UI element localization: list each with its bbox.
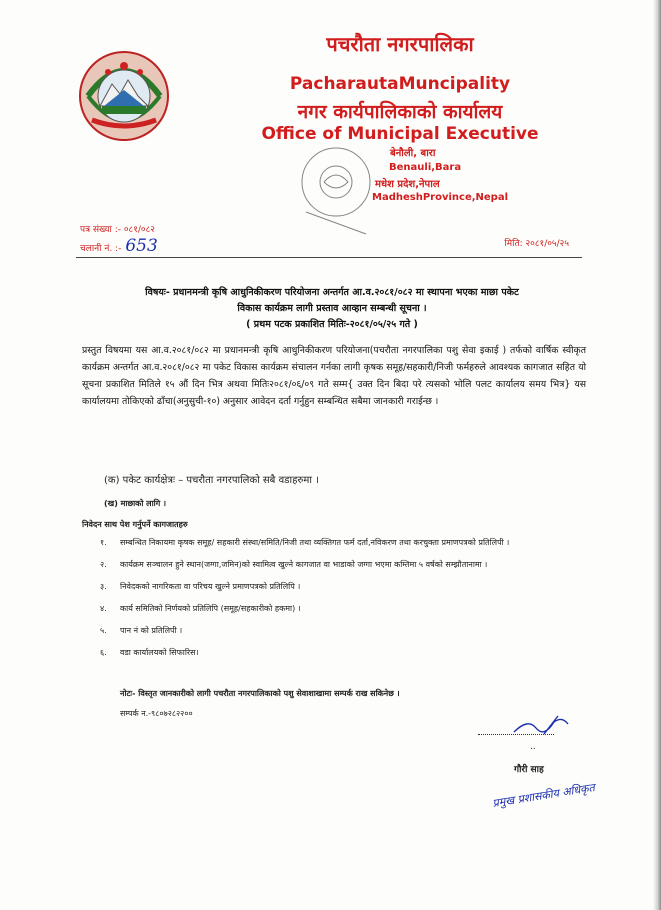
- signature-dots: ..: [530, 742, 536, 752]
- province-nepali: मधेश प्रदेश,नेपाल: [375, 179, 440, 190]
- list-item-number: ५.: [100, 626, 107, 635]
- documents-title: निवेदन साथ पेश गर्नुपर्ने कागजातहरु: [82, 520, 188, 529]
- signature-dotted-line: [478, 734, 554, 735]
- list-item-text: पान नं को प्रतिलिपी ।: [120, 626, 183, 635]
- scan-edge: [653, 0, 661, 910]
- province-english: MadheshProvince,Nepal: [372, 192, 509, 203]
- signatory-name: गौरी साह: [514, 765, 544, 775]
- registration-label: चलानी नं. :-: [80, 244, 122, 254]
- list-item-text: वडा कार्यालयको सिफारिस।: [120, 648, 199, 657]
- list-item-number: ३.: [100, 582, 107, 591]
- pocket-area-line: (क) पकेट कार्यक्षेत्रः – पचरौता नगरपालिको सबै वडाहरुमा ।: [104, 475, 319, 486]
- subject-block: [82, 285, 582, 333]
- contact-line: सम्पर्क न.-९८०७२८२२००: [120, 709, 193, 718]
- registration-value: 653: [125, 236, 158, 256]
- list-item-text: कार्यक्रम सञ्चालन हुने स्थान(जग्गा,जमिन)को स्वामित्व खुल्ने कागजात वा भाडाको जग्गा भएमा कम्तिमा ५ वर्षको सम्झौतानामा ।: [120, 560, 488, 569]
- body-paragraph: प्रस्तुत विषयमा यस आ.व.२०८१/०८२ मा प्रधानमन्त्री कृषि आधुनिकीकरण परियोजना(पचरौता नगरपालिका पशु सेवा इकाई ) तर्फको वार्षिक स्वीकृत कार्यक्रम अन्तर्गत आ.व.२०८१/०८२ मा पकेट विकास कार्यक्रम संचालन गर्नका लागी कृषक समूह/सहकारी/निजी फर्महरुले आवश्यक कागजात सहित यो सूचना प्रकाशित मितिले १५ औं दिन भित्र अथवा मितिः२०८१/०६/०९ गते सम्म{ उक्त दिन बिदा परे त्यसको भोलि पलट कार्यालय समय भित्र} यस कार्यालयमा तोकिएको ढाँचा(अनुसुची-१०) अनुसार आवेदन दर्ता गर्नुहुन सम्बन्धित सबैमा जानकारी गराईन्छ ।: [82, 345, 586, 407]
- office-seal-stamp-icon: [296, 142, 388, 242]
- list-item-text: सम्बन्धित निकायमा कृषक समूह/ सहकारी संस्था/समिति/निजी तथा व्यक्तिगत फर्म दर्ता,नविकरण तथा करचुक्ता प्रमाणपत्रको प्रतिलिपी ।: [120, 538, 510, 547]
- list-item: [100, 536, 595, 550]
- address-english: Benauli,Bara: [389, 162, 462, 173]
- subject-line-2: विकास कार्यक्रम लागी प्रस्ताव आव्हान सम्बन्धी सूचना ।: [237, 303, 427, 314]
- list-item: [100, 624, 595, 638]
- nepal-emblem-icon: [78, 50, 170, 142]
- list-item: [100, 646, 595, 660]
- documents-list: [100, 536, 595, 668]
- subject-line-1: विषयः- प्रधानमन्त्री कृषि आधुनिकीकरण परियोजना अन्तर्गत आ.व.२०८१/०८२ मा स्थापना भएका माछा पकेट: [145, 287, 519, 298]
- header-divider: [76, 257, 582, 258]
- municipality-name-nepali: पचरौता नगरपालिका: [326, 32, 474, 56]
- list-item-text: निवेदकको नागरिकता वा परिचय खुल्ने प्रमाणपत्रको प्रतिलिपि ।: [120, 582, 301, 591]
- fish-line: (ख) माछाको लागि ।: [104, 499, 167, 508]
- list-item: [100, 602, 595, 616]
- letter-date: मिति: २०८१/०५/२५: [504, 239, 569, 249]
- list-item: [100, 558, 595, 572]
- list-item-number: ६.: [100, 648, 107, 657]
- list-item-number: १.: [100, 538, 107, 547]
- office-name-english: Office of Municipal Executive: [261, 124, 539, 144]
- list-item-text: कार्य समितिको निर्णयको प्रतिलिपि (समूह/सहकारीको हकमा) ।: [120, 604, 301, 613]
- note-line: नोटः- विस्तृत जानकारीको लागी पचरौता नगरपालिकाको पशु सेवाशाखामा सम्पर्क राख सकिनेछ ।: [120, 689, 400, 698]
- list-item-number: ४.: [100, 604, 107, 613]
- office-name-nepali: नगर कार्यपालिकाको कार्यालय: [297, 101, 503, 123]
- list-item: [100, 580, 595, 594]
- signatory-title: प्रमुख प्रशासकीय अधिकृत: [491, 781, 596, 810]
- municipality-name-english: PacharautaMuncipality: [289, 74, 511, 94]
- reference-number: पत्र संख्या :- ०८१/०८२: [80, 225, 155, 235]
- list-item-number: २.: [100, 560, 107, 569]
- address-nepali: बेनौली, बारा: [390, 148, 436, 159]
- subject-line-3: ( प्रथम पटक प्रकाशित मितिः-२०८१/०५/२५ गते ): [246, 319, 418, 330]
- registration-number: [80, 236, 158, 256]
